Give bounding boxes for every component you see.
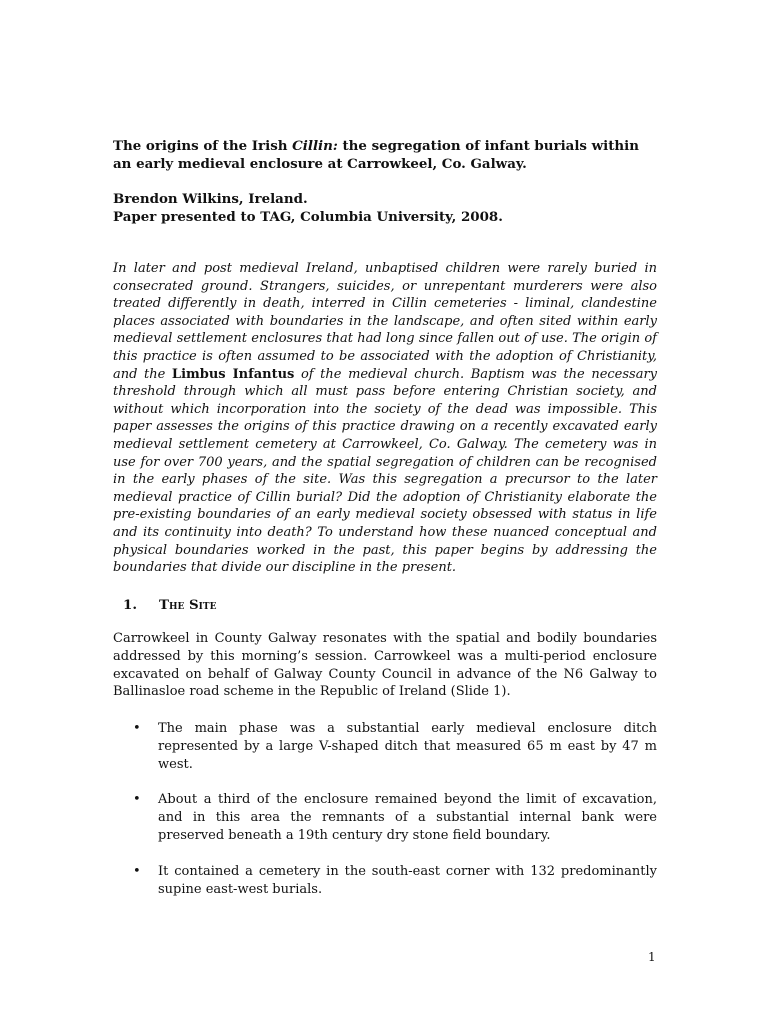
- bullet-text: The main phase was a substantial early medieval enclosure ditch represented by a large V-shaped ditch that measured 65 m east by 47 m west.: [158, 721, 657, 772]
- section-heading: [113, 596, 216, 614]
- bullet-icon: •: [133, 863, 141, 879]
- abstract: [113, 260, 657, 577]
- bullet-item: [113, 791, 657, 844]
- paper-title: [113, 137, 658, 173]
- author-block: [113, 190, 658, 226]
- section-number: 1.: [123, 597, 137, 613]
- title-text-1: The origins of the Irish: [113, 138, 293, 154]
- section-title: The Site: [159, 597, 217, 613]
- abstract-text-1: In later and post medieval Ireland, unbaptised children were rarely buried in consecrated ground. Strangers, suicides, or unrepentant murderers were also treated differently in death, interred in Cillin cemeteries - liminal, clandestine places associated with boundaries in the landscape, and often sited within early medieval settlement enclosures that had long since fallen out of use. The origin of this practice is often assumed to be associated with the adoption of Christianity, and the: [113, 261, 657, 382]
- title-text-2: the segregation of infant burials within an early medieval enclosure at Carrowkeel, Co. Galway.: [113, 138, 639, 172]
- bullet-icon: •: [133, 792, 141, 808]
- bullet-item: [113, 863, 657, 899]
- presented-line: Paper presented to TAG, Columbia University, 2008.: [113, 209, 503, 225]
- section-paragraph: Carrowkeel in County Galway resonates with the spatial and bodily boundaries addressed by this morning’s session. Carrowkeel was a multi-period enclosure excavated on behalf of Galway County Council in advance of the N6 Galway to Ballinasloe road scheme in the Republic of Ireland (Slide 1).: [113, 631, 657, 700]
- bullet-list: [113, 720, 657, 898]
- bullet-item: [113, 720, 657, 773]
- bullet-icon: •: [133, 721, 141, 736]
- title-italic-cillin: Cillin:: [292, 138, 338, 154]
- abstract-limbus-infantus: Limbus Infantus: [171, 366, 295, 382]
- bullet-text: About a third of the enclosure remained beyond the limit of excavation, and in this area the remnants of a substantial internal bank were preserved beneath a 19th century dry stone field boundary.: [158, 792, 657, 843]
- page-number: 1: [648, 950, 656, 964]
- author-line: Brendon Wilkins, Ireland.: [113, 191, 308, 207]
- bullet-text: It contained a cemetery in the south-east corner with 132 predominantly supine east-west burials.: [158, 863, 657, 897]
- abstract-text-2: of the medieval church. Baptism was the necessary threshold through which all must pass before entering Christian society, and without which incorporation into the society of the dead was impossible. This paper assesses the origins of this practice drawing on a recently excavated early medieval settlement cemetery at Carrowkeel, Co. Galway. The cemetery was in use for over 700 years, and the spatial segregation of children can be recognised in the early phases of the site. Was this segregation a precursor to the later medieval practice of Cillin burial? Did the adoption of Christianity elaborate the pre-existing boundaries of an early medieval society obsessed with status in life and its continuity into death? To understand how these nuanced conceptual and physical boundaries worked in the past, this paper begins by addressing the boundaries that divide our discipline in the present.: [113, 366, 658, 576]
